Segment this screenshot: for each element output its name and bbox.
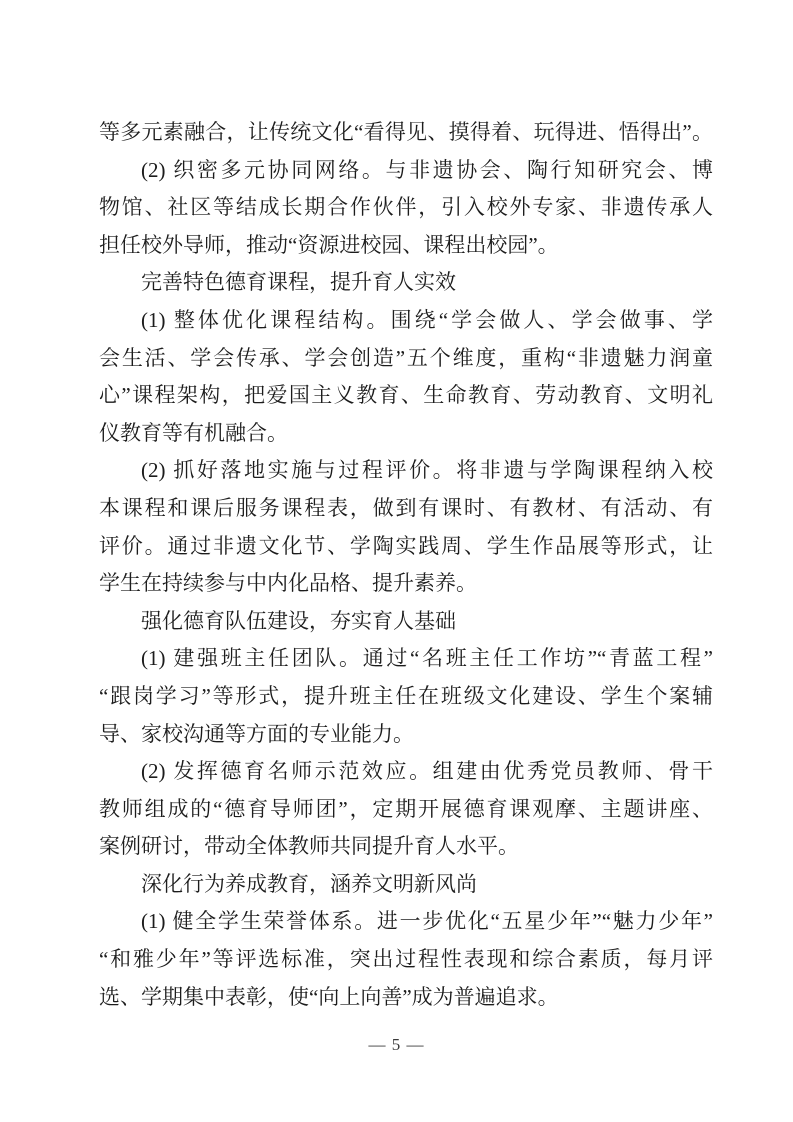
text-line: (1) 整体优化课程结构。围绕“学会做人、学会做事、学: [141, 307, 713, 332]
text-line: (2) 织密多元协同网络。与非遗协会、陶行知研究会、博: [141, 157, 713, 182]
document-body: [99, 114, 713, 1016]
text-line: (2) 抓好落地实施与过程评价。将非遗与学陶课程纳入校: [141, 458, 713, 483]
text-line: 等多元素融合，让传统文化“看得见、摸得着、玩得进、悟得出”。: [99, 120, 713, 144]
text-line: “跟岗学习”等形式，提升班主任在班级文化建设、学生个案辅: [99, 683, 713, 708]
text-line: “和雅少年”等评选标准，突出过程性表现和综合素质，每月评: [99, 947, 713, 972]
section-heading: 深化行为养成教育，涵养文明新风尚: [141, 871, 477, 896]
text-line: 本课程和课后服务课程表，做到有课时、有教材、有活动、有: [99, 495, 713, 520]
section-heading: 完善特色德育课程，提升育人实效: [141, 270, 456, 295]
text-line: 心”课程架构，把爱国主义教育、生命教育、劳动教育、文明礼: [99, 383, 713, 408]
text-line: (2) 发挥德育名师示范效应。组建由优秀党员教师、骨干: [141, 759, 713, 784]
text-line: (1) 健全学生荣誉体系。进一步优化“五星少年”“魅力少年”: [141, 909, 713, 934]
text-line: (1) 建强班主任团队。通过“名班主任工作坊”“青蓝工程”: [141, 646, 713, 671]
text-line: 担任校外导师，推动“资源进校园、课程出校园”。: [99, 232, 559, 257]
text-line: 案例研讨，带动全体教师共同提升育人水平。: [99, 834, 519, 859]
text-line: 评价。通过非遗文化节、学陶实践周、学生作品展等形式，让: [99, 533, 713, 558]
text-line: 教师组成的“德育导师团”，定期开展德育课观摩、主题讲座、: [99, 796, 713, 821]
text-line: 选、学期集中表彰，使“向上向善”成为普遍追求。: [99, 984, 559, 1009]
text-line: 学生在持续参与中内化品格、提升素养。: [99, 571, 477, 596]
text-line: 仪教育等有机融合。: [99, 420, 288, 445]
text-line: 物馆、社区等结成长期合作伙伴，引入校外专家、非遗传承人: [99, 195, 713, 220]
section-heading: 强化德育队伍建设，夯实育人基础: [141, 608, 456, 633]
text-line: 会生活、学会传承、学会创造”五个维度，重构“非遗魅力润童: [99, 345, 713, 370]
text-line: 导、家校沟通等方面的专业能力。: [99, 721, 414, 746]
page-number: — 5 —: [368, 1035, 425, 1054]
